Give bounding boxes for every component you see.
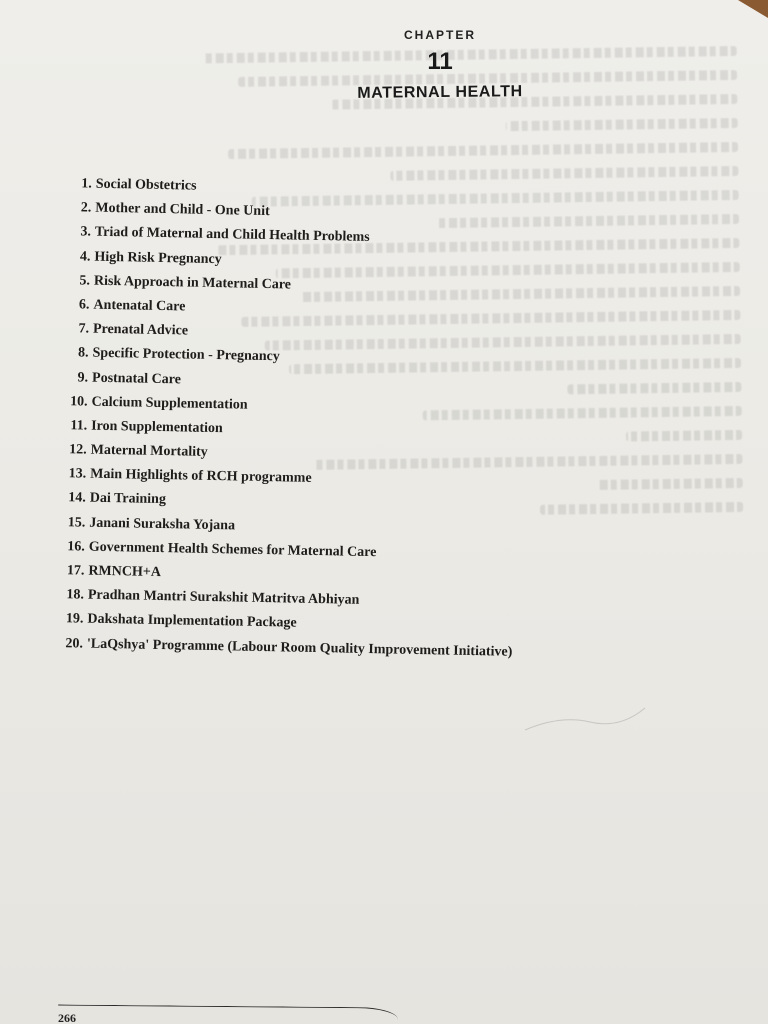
list-item-title: Antenatal Care (93, 297, 186, 315)
list-item-title: Prenatal Advice (92, 321, 189, 339)
chapter-label: CHAPTER (403, 28, 476, 42)
list-item-title: Dai Training (89, 491, 167, 508)
list-item-number: 4. (79, 248, 91, 265)
list-item-title: Postnatal Care (91, 370, 182, 387)
list-item-title: Maternal Mortality (90, 442, 208, 460)
list-item-number: 2. (80, 200, 92, 216)
list-item-title: 'LaQshya' Programme (Labour Room Quality Improvement Initiative) (86, 636, 513, 660)
list-item-title: Pradhan Mantri Surakshit Matritva Abhiyan (87, 587, 360, 609)
list-item-number: 17. (66, 563, 85, 579)
list-item-number: 12. (69, 442, 87, 458)
list-item-title: Dakshata Implementation Package (87, 611, 297, 631)
list-item-title: Government Health Schemes for Maternal Care (88, 539, 377, 560)
list-item-title: RMNCH+A (88, 563, 162, 581)
list-item-title: Mother and Child - One Unit (95, 200, 270, 220)
chapter-contents-list (51, 174, 580, 668)
list-item-number: 10. (69, 393, 88, 410)
pencil-mark (520, 700, 650, 740)
list-item-title: Janani Suraksha Yojana (89, 515, 236, 534)
list-item-title: Iron Supplementation (91, 418, 223, 437)
list-item-title: Social Obstetrics (95, 176, 197, 194)
list-item-title: High Risk Pregnancy (94, 249, 222, 267)
list-item-number: 13. (68, 466, 87, 482)
page-number: 266 (58, 1011, 76, 1024)
list-item-title: Main Highlights of RCH programme (90, 466, 312, 487)
list-item-title: Triad of Maternal and Child Health Problems (94, 225, 370, 246)
list-item-number: 11. (70, 418, 88, 434)
list-item-title: Risk Approach in Maternal Care (93, 273, 292, 293)
list-item-number: 3. (80, 224, 92, 240)
list-item-number: 5. (79, 273, 91, 289)
list-item-number: 20. (65, 635, 84, 652)
page-corner (738, 0, 768, 18)
list-item-number: 6. (78, 297, 90, 313)
chapter-title: MATERNAL HEALTH (357, 83, 523, 102)
list-item-number: 8. (77, 345, 89, 361)
list-item-number: 18. (66, 587, 85, 603)
list-item-number: 7. (78, 321, 90, 337)
list-item-title: Specific Protection - Pregnancy (92, 345, 280, 365)
list-item-number: 19. (65, 611, 84, 627)
list-item-title: Calcium Supplementation (91, 394, 248, 413)
list-item-number: 1. (81, 176, 92, 192)
footer-rule (58, 1005, 398, 1024)
chapter-number: 11 (427, 48, 453, 75)
list-item-number: 15. (67, 514, 86, 531)
list-item-number: 14. (68, 490, 86, 506)
list-item-number: 9. (77, 369, 89, 386)
list-item-number: 16. (67, 539, 85, 555)
